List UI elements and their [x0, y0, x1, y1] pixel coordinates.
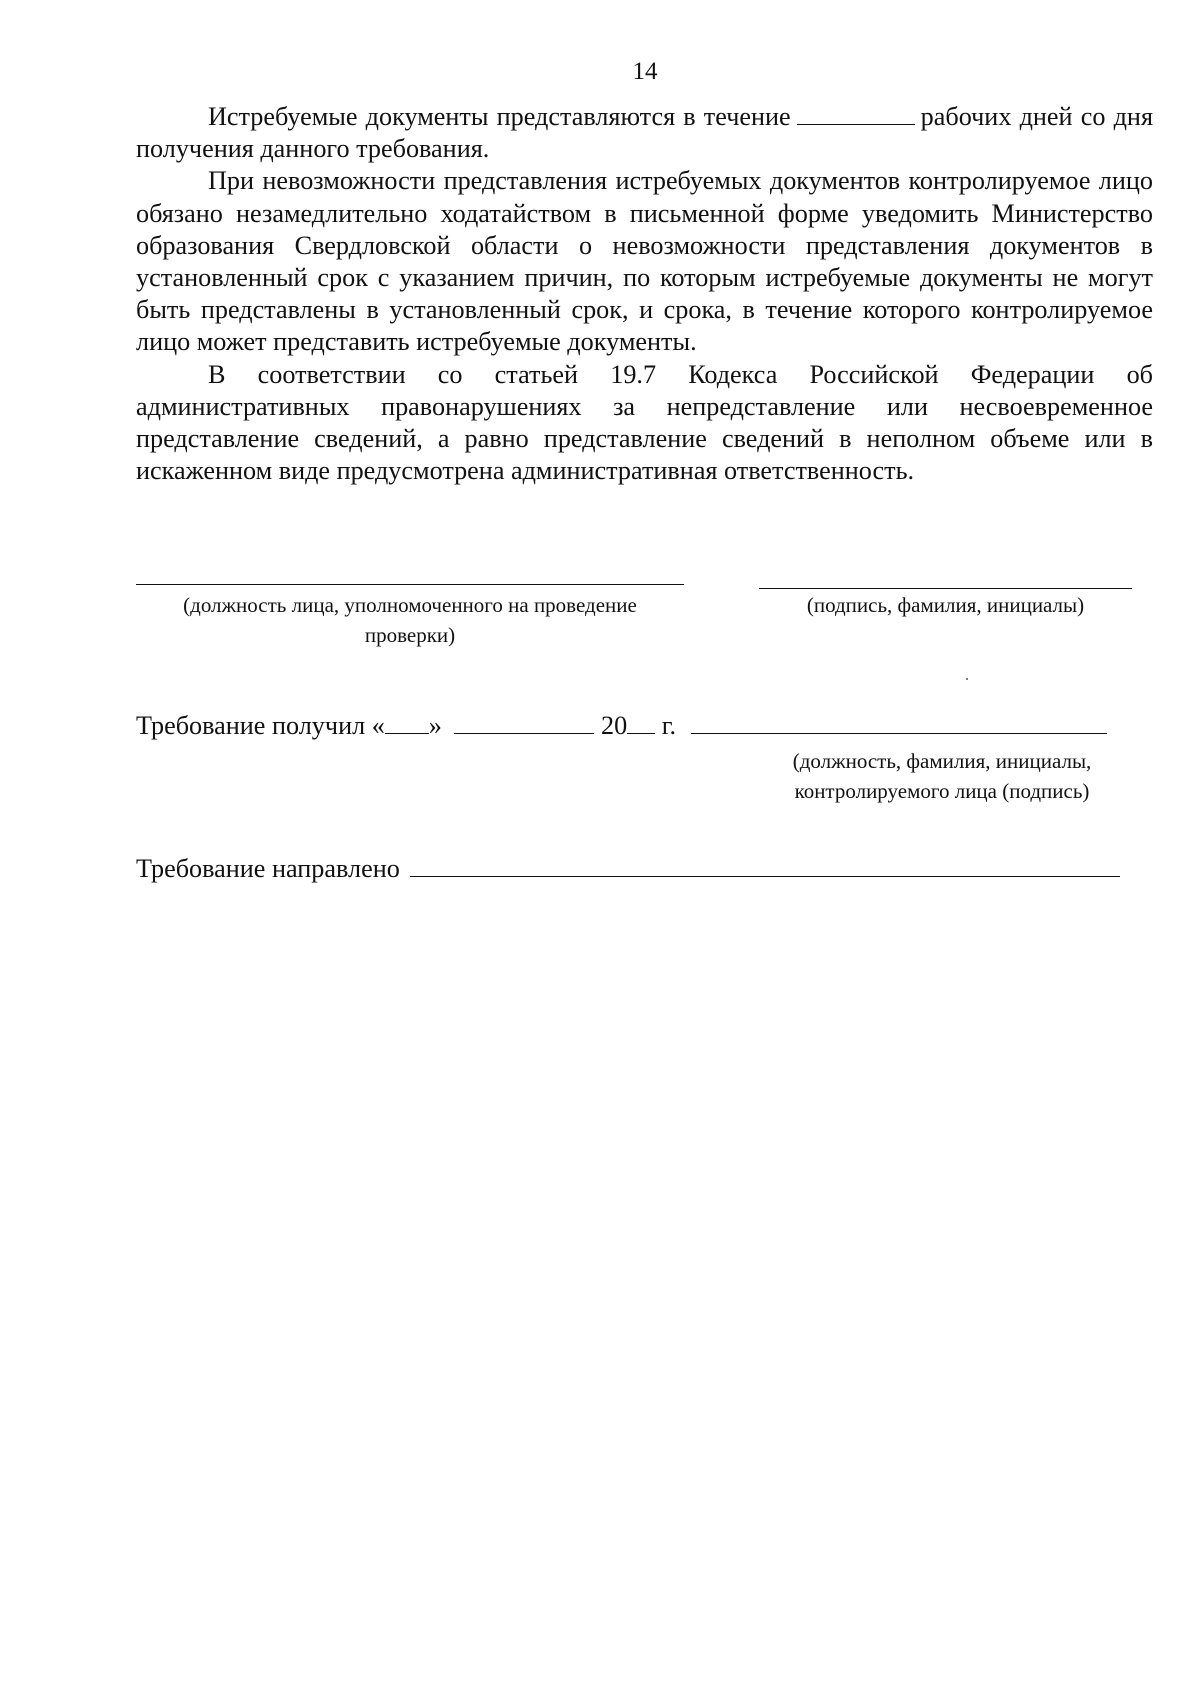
- recipient-field[interactable]: [691, 711, 1107, 734]
- signature-caption: (подпись, фамилия, инициалы): [806, 593, 1085, 617]
- position-caption-line2: проверки): [364, 623, 456, 647]
- sent-row: [136, 853, 1120, 885]
- year-prefix: 20: [600, 711, 628, 740]
- recipient-caption-line2: контролируемого лица (подпись): [794, 779, 1090, 803]
- signature-name-line[interactable]: [759, 588, 1132, 589]
- received-label: Требование получил: [136, 711, 366, 740]
- paragraph-deadline-end: рабочих дней со дня получения данного требования.: [136, 102, 1153, 164]
- received-row: [136, 710, 1107, 742]
- paragraph-impossibility: При невозможности представления истребуемых документов контролируемое лицо обязано незамедлительно ходатайством в письменной форме уведомить Министерство образования Свердловской области о невозможности представления документов в установленный срок с указанием причин, по которым истребуемые документы не могут быть представлены в установленный срок, и срока, в течение которого контролируемое лицо может представить истребуемые документы.: [136, 166, 1153, 357]
- quote-open: «: [371, 711, 385, 740]
- days-blank-field[interactable]: [797, 100, 915, 125]
- month-field[interactable]: [454, 711, 594, 734]
- sent-label: Требование направлено: [136, 854, 400, 883]
- position-signature-line[interactable]: [136, 584, 684, 585]
- paragraph-deadline: [136, 100, 1153, 165]
- year-field[interactable]: [627, 711, 655, 734]
- position-caption-line1: (должность лица, уполномоченного на проведение: [183, 593, 637, 617]
- sent-field[interactable]: [410, 854, 1120, 877]
- paragraph-deadline-start: Истребуемые документы представляются в течение: [208, 102, 791, 131]
- day-field[interactable]: [385, 711, 429, 734]
- quote-close: »: [428, 711, 442, 740]
- recipient-caption: [752, 746, 1132, 806]
- position-caption: [136, 590, 684, 650]
- page-number: 14: [632, 58, 658, 85]
- recipient-caption-line1: (должность, фамилия, инициалы,: [792, 749, 1092, 773]
- paragraph-liability: В соответствии со статьей 19.7 Кодекса Российской Федерации об административных правонарушениях за непредставление или несвоевременное представление сведений, а равно представление сведений в неполном объеме или в искаженном виде предусмотрена административная ответственность.: [136, 359, 1153, 486]
- year-suffix: г.: [661, 711, 677, 740]
- body-text: [136, 100, 1153, 487]
- scan-speck: [966, 678, 968, 680]
